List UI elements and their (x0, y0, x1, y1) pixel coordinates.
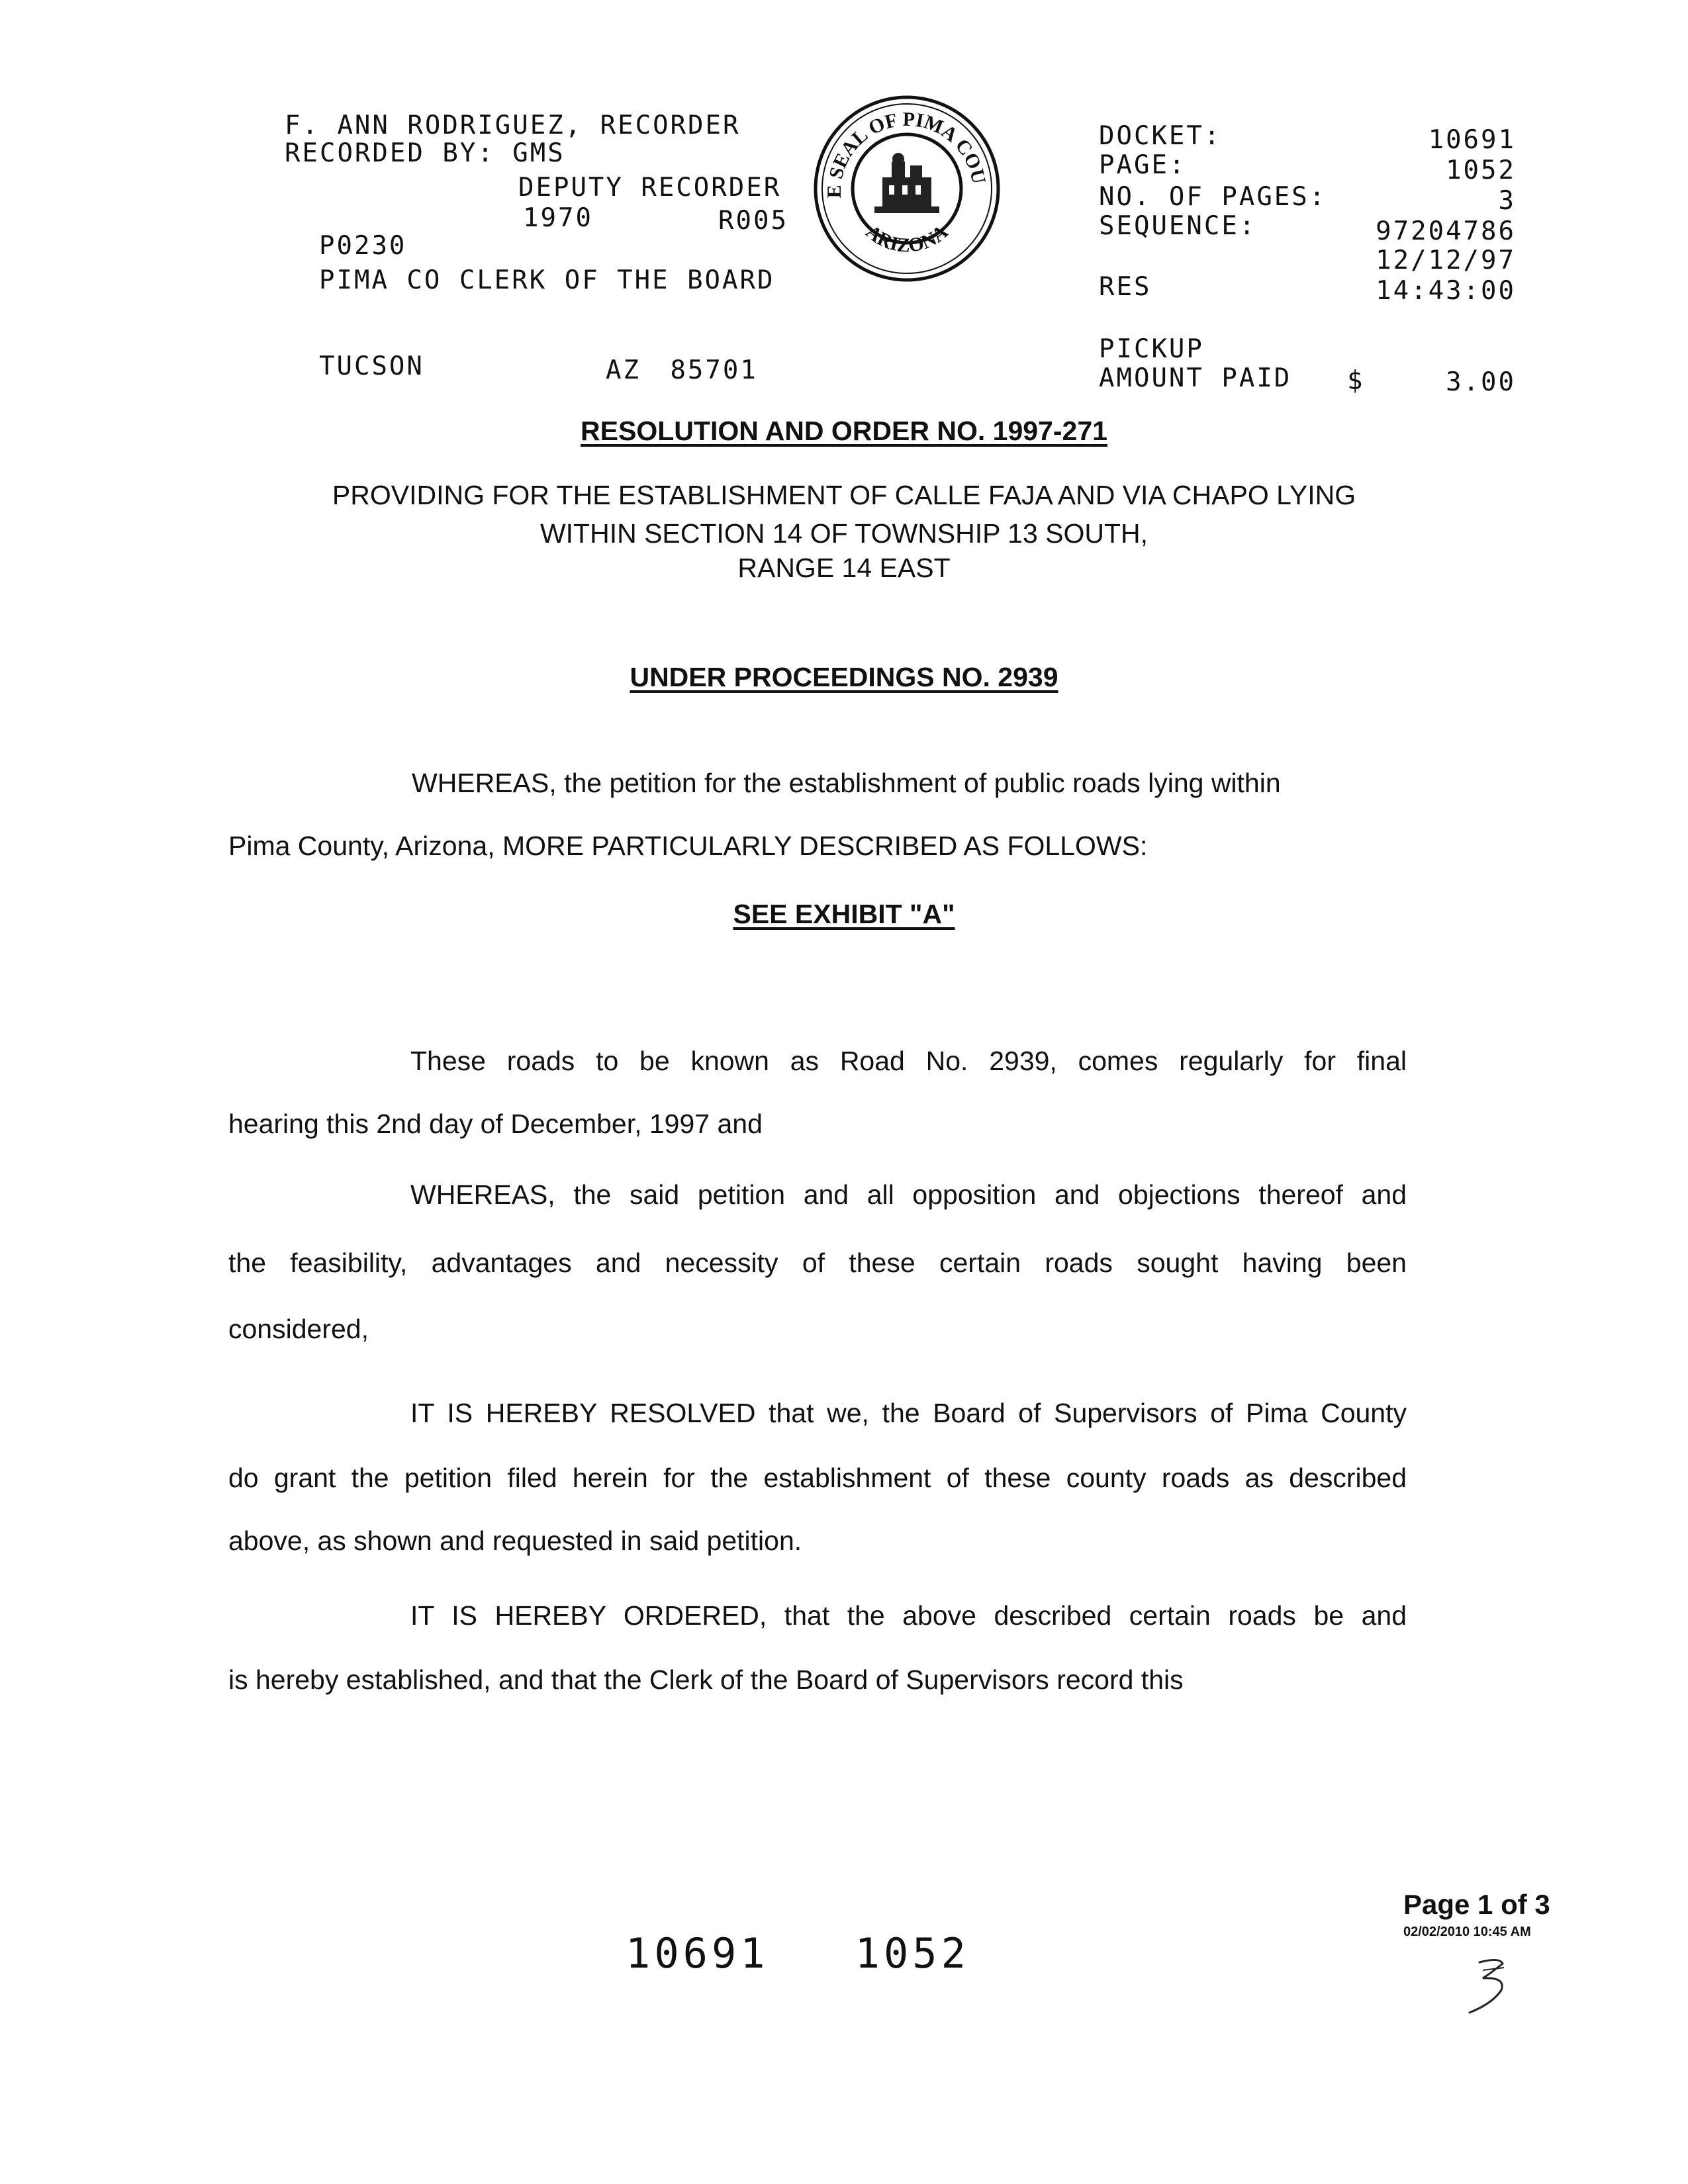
title-line-1: PROVIDING FOR THE ESTABLISHMENT OF CALLE FAJA AND VIA CHAPO LYING (332, 480, 1356, 510)
sequence-label: SEQUENCE: (1099, 211, 1257, 241)
state-zip: AZ 85701 (606, 355, 758, 385)
paragraph-3-line-3: considered, (228, 1314, 369, 1344)
paragraph-3-line-2: the feasibility, advantages and necessity of these certain roads sought having been (228, 1248, 1407, 1278)
pages-label: NO. OF PAGES: (1099, 182, 1327, 212)
exhibit-reference: SEE EXHIBIT "A" (733, 899, 955, 929)
paragraph-4-line-2: do grant the petition filed herein for the establishment of these county roads as described (228, 1463, 1407, 1493)
paragraph-4-line-1: IT IS HEREBY RESOLVED that we, the Board of Supervisors of Pima County (410, 1398, 1407, 1428)
title-line-2: WITHIN SECTION 14 OF TOWNSHIP 13 SOUTH, (539, 518, 1149, 549)
title-line-3: RANGE 14 EAST (737, 553, 951, 583)
paragraph-5-line-2: is hereby established, and that the Clerk of the Board of Supervisors record this (228, 1664, 1184, 1695)
paragraph-3-line-1: WHEREAS, the said petition and all opposition and objections thereof and (410, 1179, 1407, 1210)
pages-value: 3 (1498, 186, 1516, 216)
paragraph-1-line-1: WHEREAS, the petition for the establishment of public roads lying within (412, 768, 1281, 798)
handwritten-mark (1463, 1949, 1523, 2022)
res-label: RES (1099, 272, 1152, 302)
docket-value: 10691 (1428, 125, 1516, 155)
pickup-label: PICKUP (1099, 334, 1204, 364)
recorder-name: F. ANN RODRIGUEZ, RECORDER (285, 111, 741, 140)
city: TUCSON (319, 351, 424, 381)
seal-text-top: E SEAL OF PIMA COU (823, 108, 990, 199)
recorder-code-1970: 1970 (523, 203, 593, 233)
deputy-recorder: DEPUTY RECORDER (518, 173, 782, 203)
svg-text:ARIZONA (862, 220, 953, 257)
clerk-of-board: PIMA CO CLERK OF THE BOARD (319, 265, 775, 295)
paragraph-1-line-2: Pima County, Arizona, MORE PARTICULARLY DESCRIBED AS FOLLOWS: (228, 831, 1148, 861)
amount-paid-value: 3.00 (1446, 367, 1516, 397)
recorder-code-r005: R005 (718, 206, 788, 236)
resolution-heading: RESOLUTION AND ORDER NO. 1997-271 (581, 416, 1107, 446)
recorded-by: RECORDED BY: GMS (285, 138, 565, 168)
paragraph-4-line-3: above, as shown and requested in said petition. (228, 1525, 802, 1556)
paragraph-5-line-1: IT IS HEREBY ORDERED, that the above described certain roads be and (410, 1600, 1407, 1631)
paragraph-2-line-1: These roads to be known as Road No. 2939, comes regularly for final (410, 1046, 1407, 1076)
recorded-date: 12/12/97 (1376, 246, 1516, 275)
page-value: 1052 (1446, 156, 1516, 185)
page-label: PAGE: (1099, 150, 1187, 180)
docket-label: DOCKET: (1099, 121, 1222, 151)
docket-page-stamp: 10691 1052 (626, 1929, 970, 1978)
recorder-p0230: P0230 (319, 231, 407, 261)
sequence-value: 97204786 (1376, 216, 1516, 246)
seal-text-bottom: ARIZONA (861, 220, 953, 257)
pima-county-seal (811, 93, 1003, 285)
recorded-time: 14:43:00 (1376, 276, 1516, 306)
page-number: Page 1 of 3 (1403, 1889, 1550, 1920)
currency-symbol: $ (1347, 366, 1365, 396)
print-timestamp: 02/02/2010 10:45 AM (1403, 1925, 1531, 1939)
paragraph-2-line-2: hearing this 2nd day of December, 1997 and (228, 1109, 763, 1139)
proceedings-heading: UNDER PROCEEDINGS NO. 2939 (630, 662, 1058, 692)
amount-paid-label: AMOUNT PAID (1099, 363, 1292, 393)
